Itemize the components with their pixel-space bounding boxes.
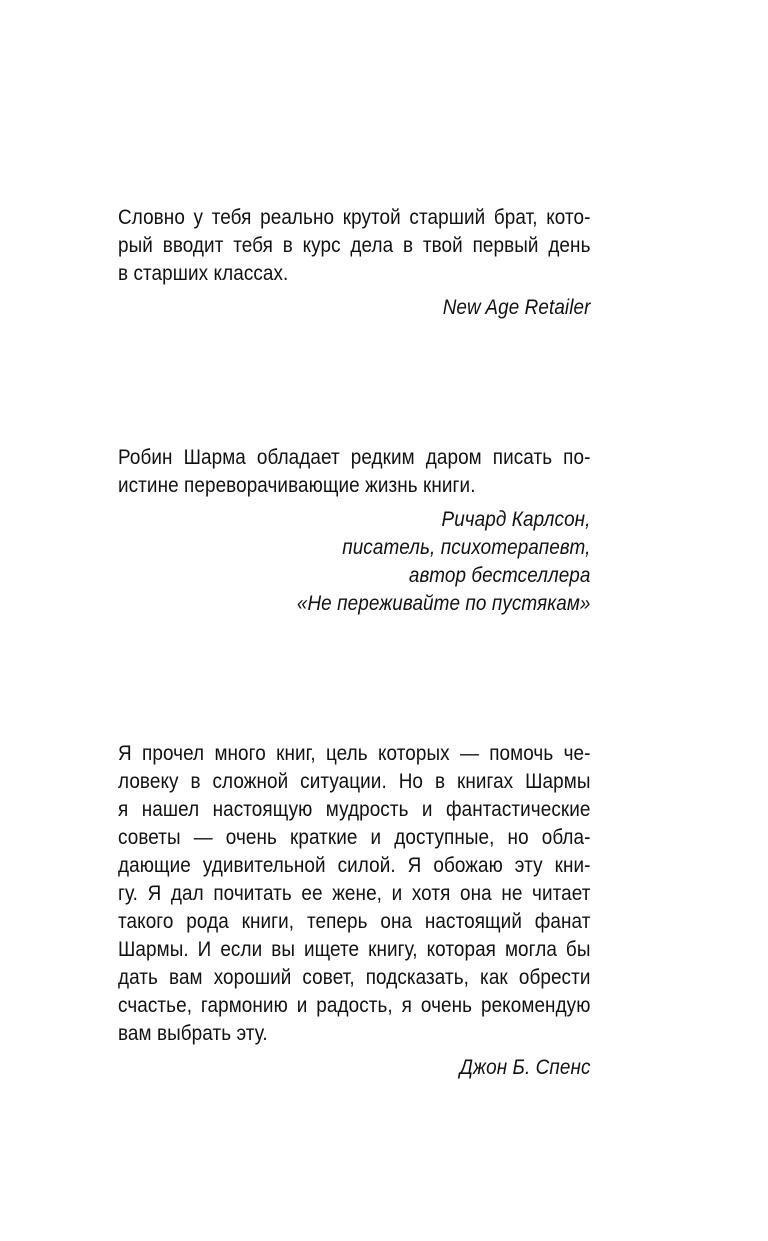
quote-text bbox=[118, 204, 591, 288]
review-quote bbox=[118, 444, 591, 618]
quote-line: Робин Шарма обладает редким даром писать по- bbox=[118, 446, 591, 469]
attribution-line: «Не переживайте по пустякам» bbox=[296, 592, 591, 615]
quote-line: дающие удивительной силой. Я обожаю эту кни- bbox=[118, 854, 591, 877]
quote-line: Словно у тебя реально крутой старший брат, кото- bbox=[118, 206, 591, 229]
quote-line: такого рода книги, теперь она настоящий фанат bbox=[118, 910, 591, 933]
quote-text bbox=[118, 740, 591, 1048]
quote-line: ловеку в сложной ситуации. Но в книгах Шармы bbox=[118, 770, 591, 793]
quote-line: дать вам хороший совет, подсказать, как обрести bbox=[118, 966, 591, 989]
quote-line: истине переворачивающие жизнь книги. bbox=[118, 474, 476, 497]
attribution-line: автор бестселлера bbox=[408, 564, 591, 587]
review-quote bbox=[118, 740, 591, 1082]
attribution-line: New Age Retailer bbox=[442, 296, 591, 319]
text-column bbox=[118, 0, 591, 1241]
quote-line: рый вводит тебя в курс дела в твой первый день bbox=[118, 234, 591, 257]
quote-attribution bbox=[118, 294, 591, 322]
quote-line: я нашел настоящую мудрость и фантастические bbox=[118, 798, 591, 821]
quote-text bbox=[118, 444, 591, 500]
quote-attribution bbox=[118, 1054, 591, 1082]
quote-line: гу. Я дал почитать ее жене, и хотя она не читает bbox=[118, 882, 591, 905]
quote-line: вам выбрать эту. bbox=[118, 1022, 268, 1045]
quote-line: советы — очень краткие и доступные, но обла- bbox=[118, 826, 591, 849]
quote-line: счастье, гармонию и радость, я очень рекомендую bbox=[118, 994, 591, 1017]
quote-line: Я прочел много книг, цель которых — помочь че- bbox=[118, 742, 591, 765]
review-quote bbox=[118, 204, 591, 322]
quote-line: Шармы. И если вы ищете книгу, которая могла бы bbox=[118, 938, 591, 961]
attribution-line: писатель, психотерапевт, bbox=[342, 536, 591, 559]
quote-line: в старших классах. bbox=[118, 262, 289, 285]
attribution-line: Ричард Карлсон, bbox=[441, 508, 591, 531]
quote-attribution bbox=[118, 506, 591, 618]
attribution-line: Джон Б. Спенс bbox=[459, 1056, 591, 1079]
